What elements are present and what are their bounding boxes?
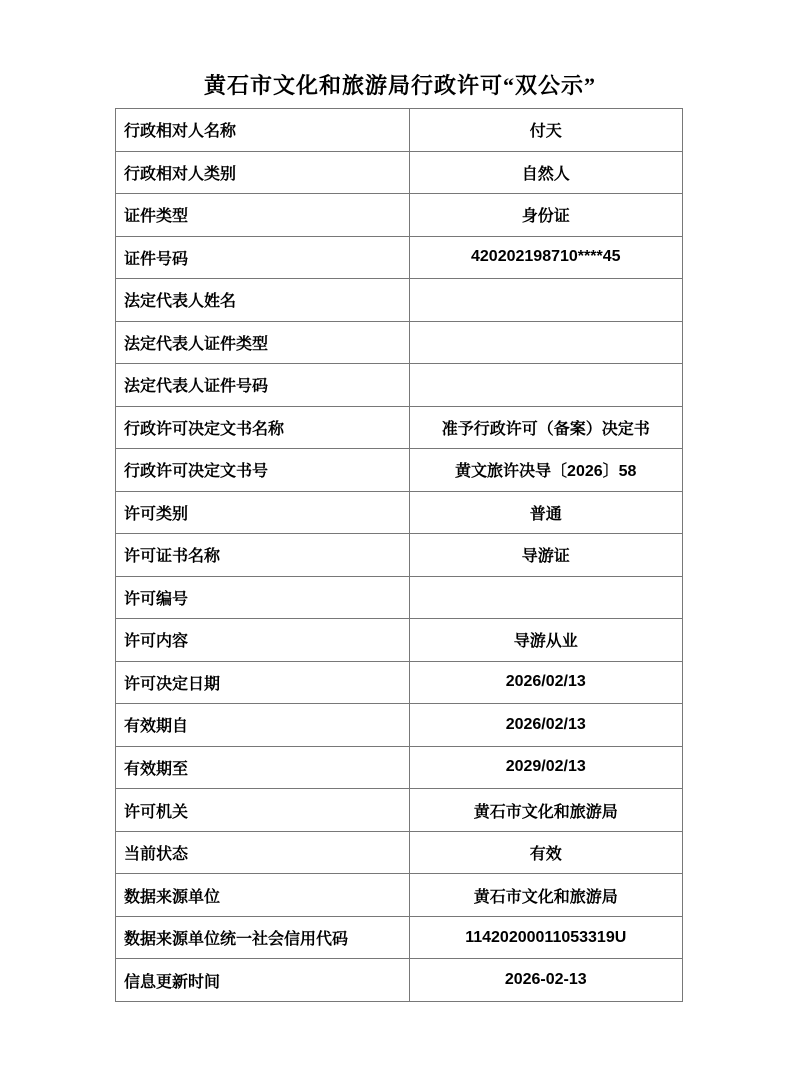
table-row bbox=[116, 406, 683, 449]
row-label: 有效期至 bbox=[116, 746, 410, 789]
row-label: 行政许可决定文书名称 bbox=[116, 406, 410, 449]
row-label: 当前状态 bbox=[116, 831, 410, 874]
row-label: 许可机关 bbox=[116, 789, 410, 832]
table-row bbox=[116, 364, 683, 407]
table-row bbox=[116, 194, 683, 237]
row-label: 许可证书名称 bbox=[116, 534, 410, 577]
table-row bbox=[116, 534, 683, 577]
row-value: 导游证 bbox=[409, 534, 683, 577]
row-label: 证件类型 bbox=[116, 194, 410, 237]
table-row bbox=[116, 746, 683, 789]
table-row bbox=[116, 789, 683, 832]
page-title: 黄石市文化和旅游局行政许可“双公示” bbox=[203, 73, 596, 98]
table-row bbox=[116, 491, 683, 534]
row-label: 数据来源单位统一社会信用代码 bbox=[116, 916, 410, 959]
row-label: 数据来源单位 bbox=[116, 874, 410, 917]
table-row bbox=[116, 959, 683, 1002]
row-label: 法定代表人证件号码 bbox=[116, 364, 410, 407]
row-value: 有效 bbox=[409, 831, 683, 874]
row-label: 行政许可决定文书号 bbox=[116, 449, 410, 492]
row-value: 420202198710****45 bbox=[409, 236, 683, 279]
row-label: 许可内容 bbox=[116, 619, 410, 662]
row-value: 黄石市文化和旅游局 bbox=[409, 874, 683, 917]
row-value: 黄石市文化和旅游局 bbox=[409, 789, 683, 832]
table-row bbox=[116, 619, 683, 662]
table-row bbox=[116, 576, 683, 619]
row-value: 付天 bbox=[409, 109, 683, 152]
row-label: 证件号码 bbox=[116, 236, 410, 279]
row-label: 许可编号 bbox=[116, 576, 410, 619]
row-value: 2026/02/13 bbox=[409, 661, 683, 704]
table-row bbox=[116, 151, 683, 194]
row-value: 2026/02/13 bbox=[409, 704, 683, 747]
row-label: 法定代表人证件类型 bbox=[116, 321, 410, 364]
row-value bbox=[409, 321, 683, 364]
row-label: 法定代表人姓名 bbox=[116, 279, 410, 322]
row-label: 行政相对人类别 bbox=[116, 151, 410, 194]
row-value: 导游从业 bbox=[409, 619, 683, 662]
row-value: 普通 bbox=[409, 491, 683, 534]
row-value: 2026-02-13 bbox=[409, 959, 683, 1002]
table-row bbox=[116, 704, 683, 747]
row-value: 黄文旅许决导〔2026〕58 bbox=[409, 449, 683, 492]
row-label: 信息更新时间 bbox=[116, 959, 410, 1002]
row-label: 行政相对人名称 bbox=[116, 109, 410, 152]
row-label: 许可决定日期 bbox=[116, 661, 410, 704]
table-row bbox=[116, 831, 683, 874]
permit-table-body bbox=[116, 109, 683, 1002]
table-row bbox=[116, 321, 683, 364]
row-value bbox=[409, 576, 683, 619]
table-row bbox=[116, 874, 683, 917]
row-value bbox=[409, 279, 683, 322]
table-row bbox=[116, 661, 683, 704]
permit-table bbox=[115, 108, 683, 1002]
row-label: 许可类别 bbox=[116, 491, 410, 534]
row-value: 2029/02/13 bbox=[409, 746, 683, 789]
row-value bbox=[409, 364, 683, 407]
table-row bbox=[116, 109, 683, 152]
table-row bbox=[116, 916, 683, 959]
row-value: 自然人 bbox=[409, 151, 683, 194]
row-value: 准予行政许可（备案）决定书 bbox=[409, 406, 683, 449]
table-row bbox=[116, 449, 683, 492]
table-row bbox=[116, 236, 683, 279]
row-label: 有效期自 bbox=[116, 704, 410, 747]
row-value: 身份证 bbox=[409, 194, 683, 237]
row-value: 11420200011053319U bbox=[409, 916, 683, 959]
table-row bbox=[116, 279, 683, 322]
